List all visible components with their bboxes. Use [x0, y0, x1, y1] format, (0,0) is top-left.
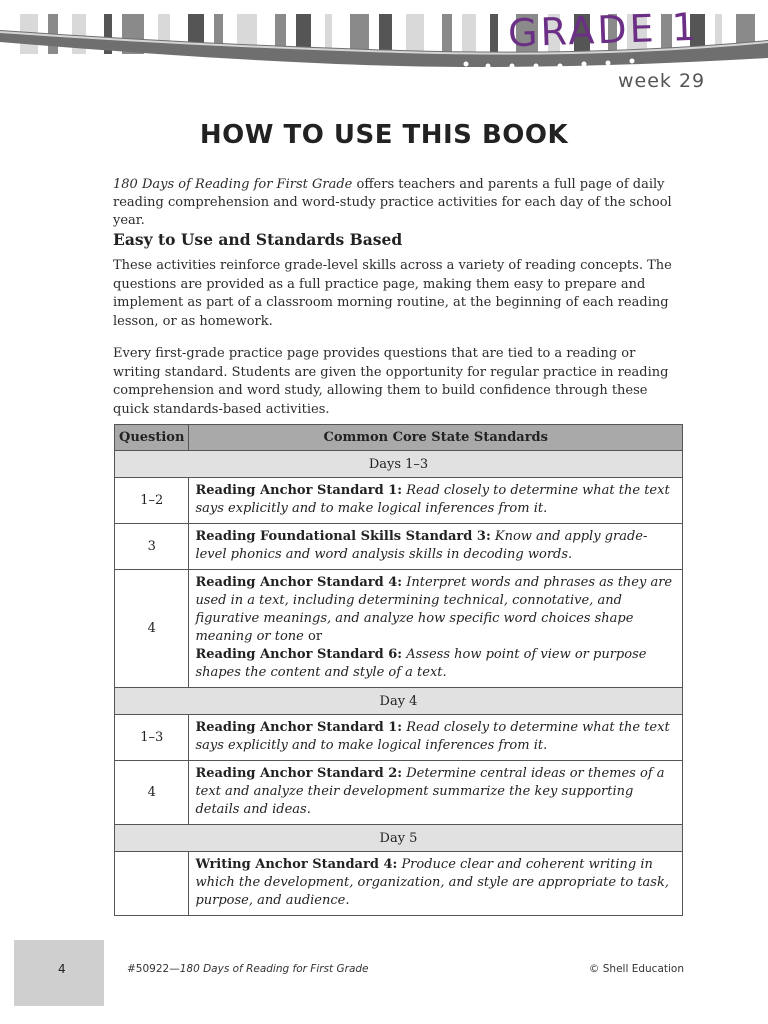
standard-text: Produce clear and coherent writing in which the development, organization, and style are appropriate to task, purpose, and audience.: [195, 857, 669, 908]
standard-text: Assess how point of view or purpose shapes the content and style of a text.: [195, 647, 647, 680]
table-row: [115, 478, 683, 524]
banner-stripe: [350, 14, 369, 54]
standard-name: Reading Anchor Standard 1:: [195, 483, 403, 498]
standard-description: [189, 478, 683, 524]
standard-name: Reading Anchor Standard 1:: [195, 720, 403, 735]
intro-text: offers teachers and parents a full page of daily reading comprehension and word-study practice activities for each day of the school year.: [113, 177, 672, 228]
standard-name: Reading Anchor Standard 2:: [195, 766, 403, 781]
day-group-label: Day 5: [115, 825, 683, 852]
table-row: [115, 852, 683, 916]
day-group-row: [115, 451, 683, 478]
banner-stripe: [442, 14, 452, 54]
table-row: [115, 524, 683, 570]
standard-text: Know and apply grade-level phonics and word analysis skills in decoding words.: [195, 529, 648, 562]
day-group-row: [115, 688, 683, 715]
question-number: 4: [115, 761, 189, 825]
table-row: [115, 761, 683, 825]
table-body: [115, 451, 683, 916]
standard-name: Reading Foundational Skills Standard 3:: [195, 529, 491, 544]
day-group-label: Day 4: [115, 688, 683, 715]
section-paragraph-1: These activities reinforce grade-level skills across a variety of reading concepts. The questions are provided as a full practice page, making them easy to prepare and implement as part of a classroom morning routine, at the beginning of each reading lesson, or as homework.: [113, 258, 672, 329]
standard-description: [189, 715, 683, 761]
standard-description: [189, 570, 683, 688]
standard-name: Reading Anchor Standard 6:: [195, 647, 403, 662]
question-number: 1–3: [115, 715, 189, 761]
standard-text: Read closely to determine what the text says explicitly and to make logical inferences from it.: [195, 483, 670, 516]
standard-description: [189, 761, 683, 825]
footer-book-reference: [127, 963, 369, 975]
section-heading: Easy to Use and Standards Based: [113, 230, 403, 249]
question-number: [115, 852, 189, 916]
handwritten-week-note: week 29: [618, 70, 706, 92]
table-row: [115, 715, 683, 761]
standard-connector: or: [308, 629, 323, 644]
banner-stripe: [379, 14, 392, 54]
banner-stripe: [490, 14, 498, 54]
banner-stripe: [406, 14, 424, 54]
standard-name: Reading Anchor Standard 4:: [195, 575, 403, 590]
standards-table: [114, 424, 683, 916]
standard-description: [189, 524, 683, 570]
section-paragraph-2: Every first-grade practice page provides questions that are tied to a reading or writing standard. Students are given the opportunity for regular practice in reading comprehension and word study, allowing them to build confidence through these quick standards-based activities.: [113, 346, 669, 417]
day-group-row: [115, 825, 683, 852]
table-row: [115, 570, 683, 688]
question-number: 1–2: [115, 478, 189, 524]
column-header-question: Question: [115, 425, 189, 451]
standard-description: [189, 852, 683, 916]
handwritten-grade-note: GRADE 1: [507, 4, 700, 56]
footer-publisher: © Shell Education: [588, 963, 684, 975]
standard-text: Interpret words and phrases as they are used in a text, including determining technical, connotative, and figurative meanings, and analyze how specific word choices shape meaning or tone: [195, 575, 673, 644]
intro-paragraph: [113, 176, 683, 230]
intro-book-title: 180 Days of Reading for First Grade: [113, 177, 353, 192]
footer-product-code: #50922—: [127, 963, 180, 975]
page-number: 4: [58, 962, 66, 976]
page-title: HOW TO USE THIS BOOK: [199, 120, 569, 150]
day-group-label: Days 1–3: [115, 451, 683, 478]
standard-name: Writing Anchor Standard 4:: [195, 857, 398, 872]
banner-stripe: [462, 14, 476, 54]
standard-text: Read closely to determine what the text says explicitly and to make logical inferences from it.: [195, 720, 670, 753]
column-header-standards: Common Core State Standards: [189, 425, 683, 451]
question-number: 4: [115, 570, 189, 688]
standard-text: Determine central ideas or themes of a text and analyze their development summarize the key supporting details and ideas.: [195, 766, 665, 817]
question-number: 3: [115, 524, 189, 570]
table-header-row: [115, 425, 683, 451]
footer-book-title: 180 Days of Reading for First Grade: [179, 963, 369, 975]
